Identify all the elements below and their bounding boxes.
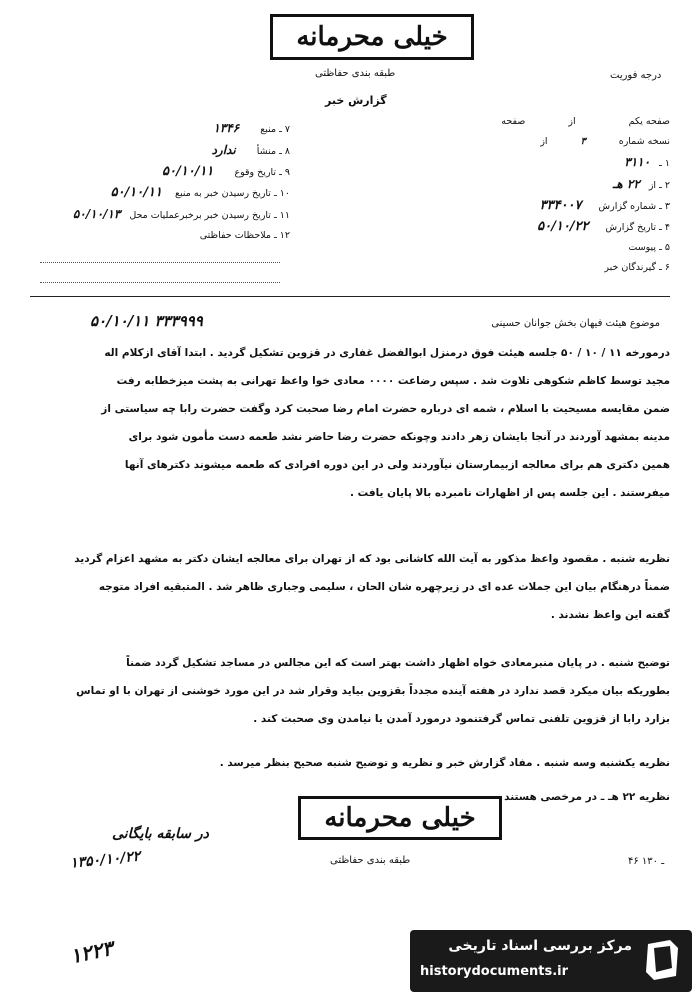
archive-logo-icon	[640, 938, 684, 982]
field-label: ۱۱ ـ تاریخ رسیدن خبر برخبرعملیات محل	[129, 210, 290, 221]
opinion-paragraph-2: نظریه یکشنبه وسه شنبه . مفاد گزارش خبر و نظریه و توضیح شنبه صحیح بنظر میرسد .	[219, 757, 670, 769]
top-classification-stamp: خیلی محرمانه	[270, 14, 474, 60]
field-row	[30, 162, 290, 183]
subject-line: موضوع هیئت فیهان بخش جوانان حسینی	[491, 318, 660, 329]
field-label: ۴ ـ تاریخ گزارش	[605, 222, 670, 233]
field-value: ۳۱۱۰	[624, 155, 651, 169]
right-fields	[430, 112, 670, 278]
explanation-paragraph	[38, 656, 670, 726]
handwritten-date: ۱۳۵۰/۱۰/۲۲	[69, 848, 142, 872]
field-row	[430, 238, 670, 258]
body-line: گفته این واعظ نشدند .	[550, 609, 670, 621]
field-row	[30, 118, 290, 140]
field-row	[430, 258, 670, 278]
field-row	[430, 152, 670, 174]
field-label: نسخه شماره	[618, 136, 670, 147]
handwritten-number: ۱۲۲۳	[67, 935, 115, 969]
field-value: ۲۲ هـ	[612, 177, 640, 191]
field-label: ۵ ـ پیوست	[628, 242, 670, 253]
field-row	[430, 132, 670, 152]
body-line: مجید توسط کاظم شکوهی تلاوت شد . سپس رضاعت ۰۰۰۰ معادی خوا واعظ تهرانی به پشت میزخطابه رفت	[116, 375, 670, 387]
report-body	[38, 346, 670, 500]
field-extra: صفحه	[501, 116, 526, 127]
field-label: ۹ ـ تاریخ وقوع	[234, 167, 290, 178]
body-line: درمورخه ۱۱ / ۱۰ / ۵۰ جلسه هیئت فوق درمنزل ابوالفضل غفاری در قزوین تشکیل گردید . ابتدا آقای ازکلام اله	[104, 347, 670, 359]
body-line: ضمن مقایسه مسیحیت با اسلام ، شمه ای درباره حضرت امام رضا صحبت کرد وگفت حضرت رابا چه سیاستی از	[101, 403, 670, 415]
field-row	[430, 112, 670, 132]
body-line: توضیح شنبه . در پایان منبرمعادی خواه اظهار داشت بهتر است که این مجالس در مساجد تشکیل گردد ضمناً	[126, 657, 670, 669]
body-line: ضمناً درهنگام بیان این جملات عده ای در زیرچهره شان الحان ، سلیمی وجباری ظاهر شد . المتبقیه افراد متوجه	[98, 581, 670, 593]
field-row	[30, 226, 290, 246]
field-value: ۵۰/۱۰/۱۱	[162, 164, 214, 179]
field-label: ۷ ـ منبع	[260, 124, 290, 135]
left-fields	[30, 118, 290, 246]
bottom-classification-label: طبقه بندی حفاظتی	[330, 855, 411, 866]
field-value: ۱۳۴۶	[213, 121, 240, 135]
handwritten-reference: ۵۰/۱۰/۱۱ ۳۳۳۹۹۹	[90, 312, 203, 330]
field-value: ۳	[580, 136, 586, 147]
body-line: مدینه بمشهد آوردند در آنجا بایشان زهر دادند وچونکه حضرت رضا حاضر نشد طعمه دست مأمون شود برای	[128, 431, 670, 443]
archive-url: historydocuments.ir	[420, 964, 569, 979]
dotted-line	[40, 282, 280, 283]
field-label: ۱ ـ	[659, 158, 670, 169]
header-divider	[30, 296, 670, 297]
field-label: ۸ ـ منشأ	[256, 146, 290, 157]
field-label: ۱۰ ـ تاریخ رسیدن خبر به منبع	[175, 188, 290, 199]
field-row	[30, 183, 290, 204]
field-label: ۳ ـ شماره گزارش	[598, 201, 670, 212]
field-row	[30, 140, 290, 162]
document-type: گزارش خبر	[325, 94, 387, 107]
bottom-classification-stamp: خیلی محرمانه	[298, 796, 502, 840]
priority-label: درجه فوریت	[610, 70, 662, 81]
field-row	[430, 196, 670, 217]
field-value: ۳۳۴۰۰۷	[539, 198, 582, 213]
field-row	[430, 174, 670, 196]
field-extra: از	[540, 136, 548, 147]
body-line: بطوریکه بیان میکرد قصد ندارد در هفته آینده مجدداً بقزوین بیاید وقرار شد در این مورد خوشنی از تهران با او تماس	[76, 685, 670, 697]
dotted-line	[40, 262, 280, 263]
field-row	[430, 217, 670, 238]
body-line: بزارد رابا از قزوین تلفنی تماس گرفتنمود درمورد آمدن یا نیامدن وی صحبت کند .	[253, 713, 670, 725]
body-line: میفرستند . این جلسه پس از اظهارات نامبرده بالا پایان یافت .	[349, 487, 670, 499]
field-value: از	[568, 116, 576, 127]
field-label: ۲ ـ از	[648, 180, 670, 191]
field-value: ۵۰/۱۰/۱۱	[110, 185, 162, 200]
archive-watermark	[410, 930, 692, 992]
opinion-paragraph-1	[38, 552, 670, 622]
top-classification-label: طبقه بندی حفاظتی	[315, 68, 396, 79]
field-label: ۶ ـ گیرندگان خبر	[604, 262, 670, 273]
body-line: نظریه شنبه . مقصود واعظ مذکور به آیت الله کاشانی بود که از تهران برای معالجه ایشان دکتر به مشهد اعزام گردید	[74, 553, 670, 565]
field-value: ندارد	[211, 143, 236, 157]
opinion-paragraph-3: نظریه ۲۲ هـ ـ در مرخصی هستند	[504, 791, 670, 803]
field-label: صفحه یکم	[628, 116, 670, 127]
archive-title: مرکز بررسی اسناد تاریخی	[448, 938, 632, 954]
document-code: ۴۶ ـ ۱۳۰	[628, 856, 665, 867]
field-value: ۵۰/۱۰/۲۲	[537, 219, 589, 234]
field-row	[30, 204, 290, 226]
handwritten-note: در سابقه بایگانی	[112, 826, 209, 842]
field-value: ۵۰/۱۰/۱۳	[72, 207, 121, 221]
body-line: همین دکتری هم برای معالجه ازبیمارستان نیآوردند ولی در این دوره افرادی که طعمه میشوند دکترهای آنها	[124, 459, 670, 471]
field-label: ۱۲ ـ ملاحظات حفاظتی	[199, 230, 290, 241]
